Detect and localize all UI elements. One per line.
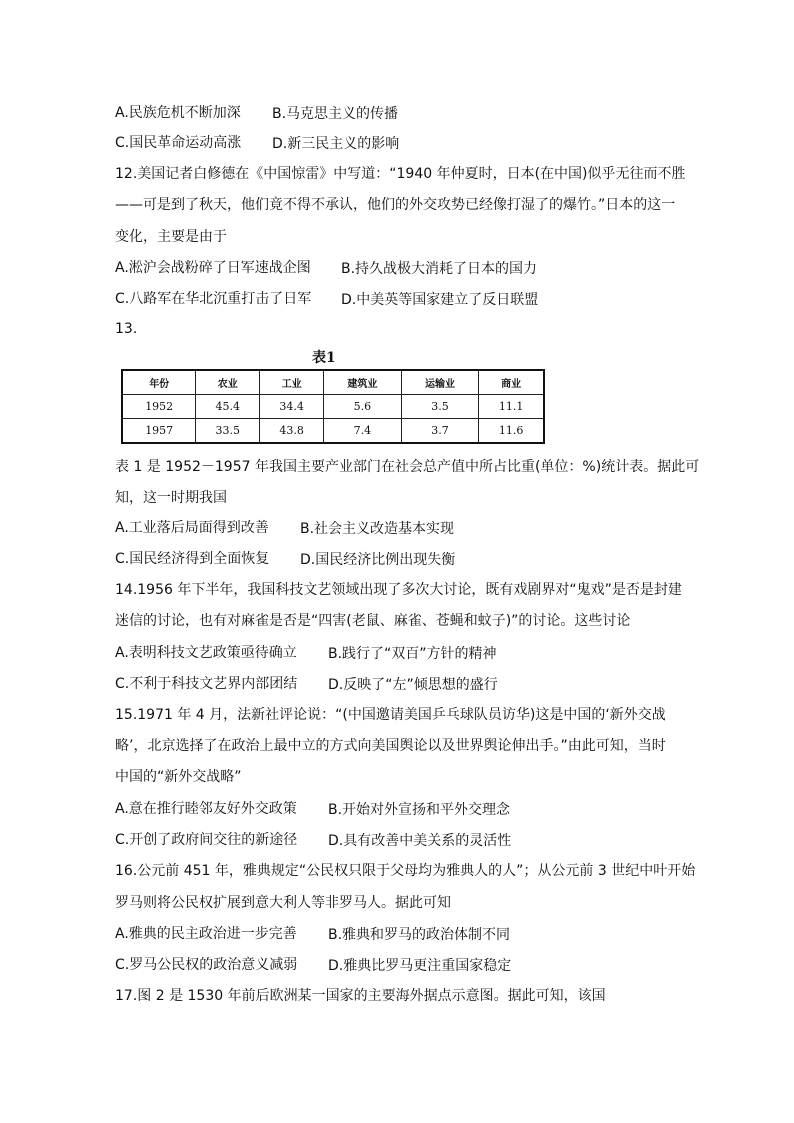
table-header-cell: 工业	[260, 370, 324, 395]
q17-stem-line1: 17.图 2 是 1530 年前后欧洲某一国家的主要海外据点示意图。据此可知，该国	[115, 988, 606, 1004]
table-title: 表1	[312, 350, 336, 366]
q13-option-a: A.工业落后局面得到改善	[115, 520, 269, 536]
table-header-cell: 年份	[122, 370, 196, 395]
table-header-cell: 运输业	[401, 370, 479, 395]
table-header-cell: 建筑业	[324, 370, 402, 395]
q11-option-b: B.马克思主义的传播	[272, 106, 399, 122]
q16-stem-line2: 罗马则将公民权扩展到意大利人等非罗马人。据此可知	[115, 895, 451, 911]
q15-option-b: B.开始对外宣扬和平外交理念	[328, 802, 511, 818]
q13-stem-line2: 知，这一时期我国	[115, 490, 227, 506]
table-cell: 7.4	[324, 419, 402, 444]
table-header-cell: 商业	[479, 370, 544, 395]
q16-option-d: D.雅典比罗马更注重国家稳定	[328, 958, 512, 974]
q14-option-c: C.不利于科技文艺界内部团结	[115, 676, 298, 692]
q16-option-b: B.雅典和罗马的政治体制不同	[328, 927, 511, 943]
q11-option-a: A.民族危机不断加深	[115, 105, 241, 121]
statistics-table	[121, 369, 545, 444]
table-cell: 33.5	[196, 419, 260, 444]
q15-stem-line2: 略’，北京选择了在政治上最中立的方式向美国舆论以及世界舆论伸出手。”由此可知，当时	[115, 738, 666, 754]
table-header-row	[122, 370, 544, 395]
table-cell: 34.4	[260, 395, 324, 419]
table-cell: 43.8	[260, 419, 324, 444]
table-header-cell: 农业	[196, 370, 260, 395]
q12-stem-line2: ——可是到了秋天，他们竟不得不承认，他们的外交攻势已经像打湿了的爆竹。”日本的这一	[115, 197, 676, 213]
q13-stem-line1: 表 1 是 1952－1957 年我国主要产业部门在社会总产值中所占比重(单位：%)统计表。据此可	[115, 459, 700, 475]
q12-option-d: D.中美英等国家建立了反日联盟	[341, 292, 539, 308]
q13-option-d: D.国民经济比例出现失衡	[300, 552, 456, 568]
q13-number: 13.	[115, 321, 138, 337]
q14-option-b: B.践行了“双百”方针的精神	[328, 646, 497, 662]
q14-stem-line1: 14.1956 年下半年，我国科技文艺领域出现了多次大讨论，既有戏剧界对“鬼戏”是否是封建	[115, 582, 682, 598]
table-cell: 11.6	[479, 419, 544, 444]
q16-stem-line1: 16.公元前 451 年，雅典规定“公民权只限于父母均为雅典人的人”；从公元前 3 世纪中叶开始	[115, 863, 696, 879]
table-cell: 1957	[122, 419, 196, 444]
q16-option-c: C.罗马公民权的政治意义减弱	[115, 957, 298, 973]
table-cell: 5.6	[324, 395, 402, 419]
q13-option-c: C.国民经济得到全面恢复	[115, 551, 270, 567]
q15-option-c: C.开创了政府间交往的新途径	[115, 832, 298, 848]
q11-option-d: D.新三民主义的影响	[272, 136, 400, 152]
q14-option-a: A.表明科技文艺政策亟待确立	[115, 645, 297, 661]
q15-option-d: D.具有改善中美关系的灵活性	[328, 833, 512, 849]
table-row	[122, 395, 544, 419]
q15-stem-line3: 中国的“新外交战略”	[115, 769, 242, 785]
q15-option-a: A.意在推行睦邻友好外交政策	[115, 801, 297, 817]
table-cell: 11.1	[479, 395, 544, 419]
q12-stem-line3: 变化，主要是由于	[115, 229, 227, 245]
q16-option-a: A.雅典的民主政治进一步完善	[115, 926, 297, 942]
table-cell: 3.5	[401, 395, 479, 419]
q12-option-a: A.淞沪会战粉碎了日军速战企图	[115, 260, 311, 276]
q13-option-b: B.社会主义改造基本实现	[300, 521, 455, 537]
q12-stem-line1: 12.美国记者白修德在《中国惊雷》中写道：“1940 年仲夏时，日本(在中国)似乎无往而不胜	[115, 166, 686, 182]
q11-option-c: C.国民革命运动高涨	[115, 135, 242, 151]
q14-option-d: D.反映了“左”倾思想的盛行	[328, 677, 498, 693]
q15-stem-line1: 15.1971 年 4 月，法新社评论说：“(中国邀请美国乒乓球队员访华)这是中国的‘新外交战	[115, 707, 666, 723]
q12-option-b: B.持久战极大消耗了日本的国力	[341, 261, 538, 277]
table-cell: 45.4	[196, 395, 260, 419]
table-row	[122, 419, 544, 444]
table-cell: 3.7	[401, 419, 479, 444]
q12-option-c: C.八路军在华北沉重打击了日军	[115, 291, 312, 307]
q14-stem-line2: 迷信的讨论，也有对麻雀是否是“四害(老鼠、麻雀、苍蝇和蚊子)”的讨论。这些讨论	[115, 613, 631, 629]
table-cell: 1952	[122, 395, 196, 419]
